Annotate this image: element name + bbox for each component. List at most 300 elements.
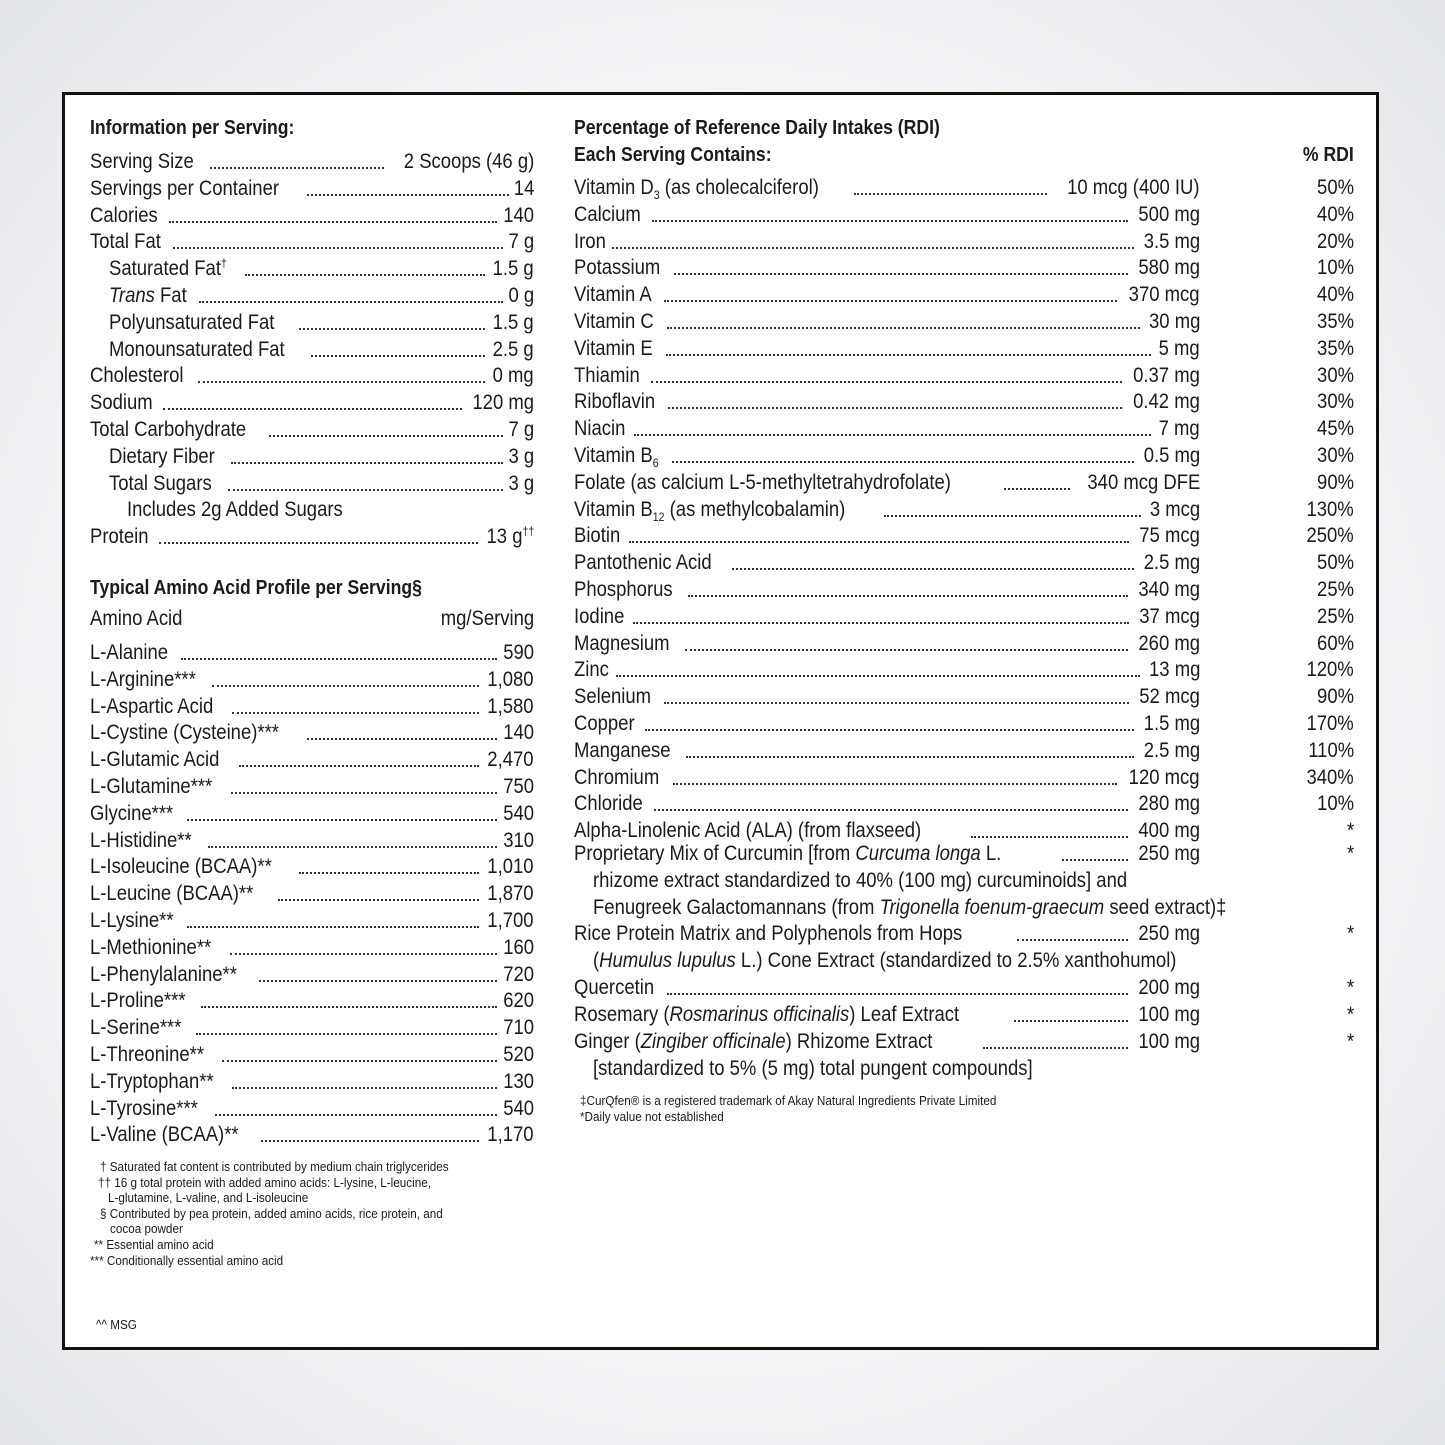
rdi-pct: 60% [1317,631,1354,655]
leader-dots [305,720,499,746]
rdi-pct: 35% [1317,336,1354,360]
rdi-pct: 50% [1317,551,1354,575]
proprietary-line2: rhizome extract standardized to 40% (100 mg) curcuminoids] and [593,869,1128,892]
rdi-label: Zinc [574,658,609,682]
info-label: Serving Size [90,150,194,173]
leader-dots [672,255,1130,281]
amino-value: 520 [503,1043,534,1066]
info-row [109,444,534,470]
amino-label: L-Tyrosine*** [90,1096,198,1120]
rdi-pct: 130% [1306,497,1354,521]
amino-row [90,747,534,773]
amino-value: 1,080 [487,667,534,691]
leader-dots [257,962,499,988]
amino-value: 160 [503,935,534,959]
leader-dots [206,828,499,854]
leader-dots [1002,470,1071,496]
leader-dots [208,149,386,175]
info-label: Saturated Fat† [109,256,227,281]
rdi-pct: * [1346,819,1354,843]
leader-dots [237,747,481,773]
amino-value: 310 [503,828,534,852]
amino-row [90,1122,534,1148]
rdi-row [574,389,1354,415]
rdi-value: 370 mcg [1129,283,1200,307]
rdi-value: 580 mg [1138,256,1200,280]
rdi-value: 400 mg [1138,819,1200,843]
amino-label: L-Isoleucine (BCAA)** [90,855,272,879]
amino-value: 1,700 [487,909,534,932]
rdi-label: Riboflavin [574,390,656,414]
rdi-value: 75 mcg [1139,524,1200,548]
rdi-label: Iron [574,229,606,253]
leader-dots [1015,921,1130,947]
amino-value: 540 [503,1096,534,1120]
rdi-pct: 40% [1317,283,1354,307]
rdi-row [574,738,1354,764]
rdi-pct: * [1346,1030,1354,1053]
amino-col-value: mg/Serving [440,607,534,630]
info-label: Polyunsaturated Fat [109,310,275,334]
rdi-row [574,416,1354,442]
rdi-pct: 10% [1317,792,1354,816]
rdi-row [574,604,1354,630]
rdi-row [574,255,1354,281]
leader-dots [196,363,487,389]
rdi-row [574,577,1354,603]
amino-row [90,881,534,907]
rdi-value: 5 mg [1158,336,1200,360]
leader-dots [686,577,1130,603]
rdi-row [574,363,1354,389]
amino-row [90,1042,534,1068]
amino-value: 590 [503,641,534,664]
leader-dots [665,309,1142,335]
rdi-row [574,657,1354,683]
leader-dots [297,310,487,336]
rdi-pct: 25% [1317,604,1354,628]
rdi-pct: 10% [1317,256,1354,280]
amino-row [90,1096,534,1122]
amino-value: 750 [503,775,534,798]
info-label: Monounsaturated Fat [109,337,285,361]
info-value: 3 g [508,444,534,468]
rdi-label: Biotin [574,524,621,548]
rdi-pct: 90% [1317,470,1354,494]
footnote: cocoa powder [110,1221,183,1236]
info-value: 7 g [508,418,534,441]
rdi-row-quercetin [574,975,1354,1001]
rdi-row [574,765,1354,791]
leader-dots [185,801,499,827]
ginger-line2: [standardized to 5% (5 mg) total pungent compounds] [593,1057,1033,1080]
amino-label: L-Proline*** [90,989,186,1013]
leader-dots [643,711,1136,737]
rdi-row-proprietary [574,841,1354,867]
rdi-value: 2.5 mg [1143,738,1200,762]
rdi-label: Manganese [574,738,671,762]
leader-dots [210,667,481,693]
rdi-label: Vitamin C [574,310,654,333]
rdi-value: 100 mg [1138,1003,1200,1026]
amino-value: 1,170 [487,1123,534,1147]
leader-dots [179,640,499,666]
leader-dots [276,881,482,907]
rdi-value: 3 mcg [1149,497,1200,521]
leader-dots [220,1042,499,1068]
rdi-row [574,309,1354,335]
rdi-pct: 20% [1317,229,1354,253]
amino-label: L-Threonine** [90,1043,205,1066]
amino-row [90,720,534,746]
rdi-label: Calcium [574,202,641,226]
rdi-row [574,336,1354,362]
leader-dots [664,336,1154,362]
leader-dots [171,229,505,255]
rdi-heading: Percentage of Reference Daily Intakes (RDI) [574,117,940,139]
rdi-row-ginger [574,1029,1354,1055]
rdi-row-rosemary [574,1002,1354,1028]
amino-value: 1,010 [487,855,534,879]
leader-dots [882,497,1143,523]
amino-row [90,1069,534,1095]
footnote: *** Conditionally essential amino acid [90,1253,284,1268]
leader-dots [671,765,1120,791]
leader-dots [243,256,487,282]
rdi-label: Thiamin [574,363,640,387]
rdi-label: Pantothenic Acid [574,551,712,575]
amino-label: L-Tryptophan** [90,1069,214,1093]
footnote: L-glutamine, L-valine, and L-isoleucine [108,1190,309,1205]
rdi-value: 340 mg [1138,578,1200,601]
leader-dots [297,854,482,880]
rdi-value: 200 mg [1138,976,1200,999]
rdi-value: 0.42 mg [1133,390,1200,414]
info-row [90,524,534,550]
amino-value: 140 [503,721,534,745]
rdi-value: 260 mg [1138,631,1200,655]
leader-dots [230,1069,498,1095]
rdi-label: Vitamin $B_{12}$ (as methylcobalamin) [574,497,846,524]
leader-dots [305,176,511,202]
amino-row [90,667,534,693]
info-row [127,497,534,523]
rdi-pct: * [1346,922,1354,945]
rdi-value: 250 mg [1138,922,1200,945]
rdi-value: 7 mg [1158,417,1200,441]
rdi-label: Alpha-Linolenic Acid (ALA) (from flaxseed) [574,819,922,843]
leader-dots [652,791,1130,817]
info-value: 3 g [508,471,534,495]
rdi-pct: * [1346,976,1354,999]
leader-dots [649,363,1124,389]
info-label: Includes 2g Added Sugars [127,498,343,522]
rice-line2: (Humulus lupulus L.) Cone Extract (standardized to 2.5% xanthohumol) [593,949,1177,972]
rdi-pct: 110% [1308,738,1354,762]
leader-dots [683,631,1130,657]
leader-dots [229,444,505,470]
rdi-value: 1.5 mg [1143,712,1200,735]
rdi-pct: 40% [1317,202,1354,226]
leader-dots [194,1015,499,1041]
footnote: § Contributed by pea protein, added amino acids, rice protein, and [100,1206,443,1221]
rdi-pct: 25% [1317,578,1354,601]
amino-label: L-Arginine*** [90,667,196,691]
rdi-pct: 30% [1317,363,1354,387]
leader-dots [199,988,499,1014]
info-value: 140 [503,203,534,227]
rdi-row [574,443,1354,469]
rdi-pct-header: % RDI [1303,144,1354,166]
leader-dots [167,203,499,229]
amino-row [90,801,534,827]
rdi-row [574,229,1354,255]
info-row [109,337,534,363]
info-value: 0 mg [492,364,534,388]
rdi-row [574,175,1354,201]
amino-label: L-Leucine (BCAA)** [90,882,254,906]
info-value: 2 Scoops (46 g) [403,150,534,173]
leader-dots [197,283,504,309]
rdi-label: Iodine [574,604,625,628]
rdi-label: Vitamin A [574,283,652,307]
info-row [90,417,534,443]
leader-dots [614,657,1142,683]
amino-row [90,935,534,961]
info-value: 0 g [508,284,534,307]
rdi-row [574,202,1354,228]
amino-label: L-Glutamic Acid [90,748,220,772]
rdi-row [574,791,1354,817]
rdi-value: 30 mg [1148,310,1200,333]
leader-dots [267,417,504,443]
info-label: Cholesterol [90,364,184,388]
rdi-row-rice-protein [574,921,1354,947]
proprietary-line3: Fenugreek Galactomannans (from Trigonella foenum-graecum seed extract)‡ [593,896,1227,919]
amino-row [90,640,534,666]
footnote: ** Essential amino acid [94,1237,214,1252]
amino-label: L-Lysine** [90,909,174,932]
amino-value: 540 [503,801,534,825]
amino-value: 620 [503,989,534,1013]
rdi-label: Rice Protein Matrix and Polyphenols from Hops [574,922,963,945]
leader-dots [631,604,1131,630]
rdi-label: Vitamin E [574,336,653,360]
leader-dots [185,908,481,934]
rdi-label: Niacin [574,417,626,441]
rdi-value: 250 mg [1138,842,1200,865]
leader-dots [730,550,1135,576]
info-row [90,363,534,389]
amino-value: 130 [503,1069,534,1093]
rdi-label: Quercetin [574,976,655,999]
rdi-subheading: Each Serving Contains: [574,144,772,166]
rdi-row [574,684,1354,710]
info-row [109,310,534,336]
rdi-value: 120 mcg [1129,765,1200,789]
rdi-label: Folate (as calcium L-5-methyltetrahydrofolate) [574,470,951,494]
leader-dots [309,337,488,363]
rdi-value: 3.5 mg [1143,229,1200,253]
rdi-row [574,523,1354,549]
rdi-value: 10 mcg (400 IU) [1067,176,1200,199]
leader-dots [228,935,499,961]
amino-label: L-Valine (BCAA)** [90,1123,239,1147]
rdi-pct: * [1346,842,1354,865]
rdi-label: Rosemary (Rosmarinus officinalis) Leaf Extract [574,1003,960,1026]
amino-row [90,1015,534,1041]
info-label: Total Sugars [109,471,212,495]
rdi-row [574,631,1354,657]
rdi-pct: 250% [1306,524,1354,548]
rdi-label: Chromium [574,765,660,789]
info-label: Dietary Fiber [109,444,215,468]
amino-value: 2,470 [487,748,534,772]
rdi-row [574,470,1354,496]
amino-label: L-Histidine** [90,828,192,852]
rdi-pct: 90% [1317,685,1354,709]
rdi-label: Potassium [574,256,661,280]
rdi-value: 0.37 mg [1133,363,1200,387]
amino-row [90,988,534,1014]
rdi-value: 2.5 mg [1143,551,1200,575]
amino-row [90,854,534,880]
leader-dots [161,390,464,416]
leader-dots [226,471,505,497]
info-label: Servings per Container [90,176,280,200]
leader-dots [670,443,1136,469]
rdi-pct: 30% [1317,444,1354,467]
rdi-row [574,711,1354,737]
leader-dots [1012,1002,1130,1028]
rdi-label: Magnesium [574,631,670,655]
amino-value: 1,580 [487,694,534,718]
amino-label: L-Methionine** [90,935,212,959]
rdi-pct: 30% [1317,390,1354,414]
leader-dots [1060,841,1130,867]
info-value: 2.5 g [492,337,534,361]
rdi-label: Chloride [574,792,643,816]
amino-label: L-Alanine [90,641,169,664]
msg-note: ^^ MSG [96,1317,137,1332]
rdi-value: 280 mg [1138,792,1200,816]
rdi-value: 52 mcg [1139,685,1200,709]
info-label: Total Fat [90,230,161,254]
leader-dots [662,282,1119,308]
leader-dots [666,389,1124,415]
rdi-value: 0.5 mg [1143,444,1200,467]
leader-dots [213,1096,499,1122]
amino-row [90,908,534,934]
amino-row [90,694,534,720]
info-row [90,229,534,255]
rdi-label: Vitamin $B_6$ [574,444,659,471]
leader-dots [259,1122,482,1148]
rdi-pct: 45% [1317,417,1354,441]
info-label: Protein [90,525,149,549]
rdi-row [574,282,1354,308]
rdi-pct: 35% [1317,310,1354,333]
info-row [90,176,534,202]
footnote: † Saturated fat content is contributed by medium chain triglycerides [100,1159,449,1174]
leader-dots [627,523,1132,549]
supplement-facts-panel [62,92,1379,1350]
rdi-value: 37 mcg [1139,604,1200,628]
amino-value: 710 [503,1016,534,1040]
info-row [109,256,534,282]
info-value: 14 [513,176,534,200]
info-heading: Information per Serving: [90,117,295,139]
leader-dots [632,416,1153,442]
leader-dots [650,202,1130,228]
amino-label: Glycine*** [90,801,174,825]
info-label: Sodium [90,391,153,415]
amino-heading: Typical Amino Acid Profile per Serving§ [90,577,422,599]
leader-dots [852,175,1049,201]
amino-row [90,962,534,988]
footnote: †† 16 g total protein with added amino acids: L-lysine, L-leucine, [98,1175,431,1190]
leader-dots [230,694,481,720]
rdi-label: Selenium [574,685,652,709]
rdi-label: Proprietary Mix of Curcumin [from Curcuma longa L. [574,842,1002,865]
leader-dots [229,774,499,800]
rdi-pct: 170% [1306,712,1354,735]
leader-dots [981,1029,1130,1055]
info-row [90,203,534,229]
amino-label: L-Serine*** [90,1016,182,1040]
rdi-value: 100 mg [1138,1030,1200,1053]
amino-label: L-Glutamine*** [90,775,213,798]
rdi-value: 340 mcg DFE [1087,470,1200,494]
leader-dots [684,738,1136,764]
rdi-label: Ginger (Zingiber officinale) Rhizome Extract [574,1030,933,1053]
rdi-pct: * [1346,1003,1354,1026]
rdi-value: 13 mg [1148,658,1200,682]
amino-label: L-Phenylalanine** [90,962,237,986]
rdi-value: 500 mg [1138,202,1200,226]
info-row [109,471,534,497]
amino-col-label: Amino Acid [90,607,183,630]
leader-dots [665,975,1130,1001]
info-row [90,149,534,175]
amino-label: L-Aspartic Acid [90,694,214,718]
rdi-label: Phosphorus [574,578,673,601]
info-label: Trans Fat [109,284,187,307]
amino-value: 1,870 [487,882,534,906]
leader-dots [157,524,480,550]
rdi-row [574,550,1354,576]
amino-row [90,828,534,854]
info-value: 13 g†† [486,524,534,549]
info-label: Total Carbohydrate [90,418,247,441]
rdi-pct: 120% [1306,658,1354,682]
rdi-pct: 340% [1306,765,1354,789]
info-value: 120 mg [472,391,534,415]
rdi-label: Vitamin $D_3$ (as cholecalciferol) [574,176,819,203]
info-value: 7 g [508,230,534,254]
amino-label: L-Cystine (Cysteine)*** [90,721,279,745]
info-label: Calories [90,203,158,227]
info-value: 1.5 g [492,257,534,281]
info-value: 1.5 g [492,310,534,334]
rdi-row [574,497,1354,523]
leader-dots [610,229,1136,255]
rdi-pct: 50% [1317,176,1354,199]
footnote: *Daily value not established [580,1109,724,1124]
rdi-label: Copper [574,712,635,735]
amino-value: 720 [503,962,534,986]
footnote: ‡CurQfen® is a registered trademark of Akay Natural Ingredients Private Limited [580,1093,997,1108]
